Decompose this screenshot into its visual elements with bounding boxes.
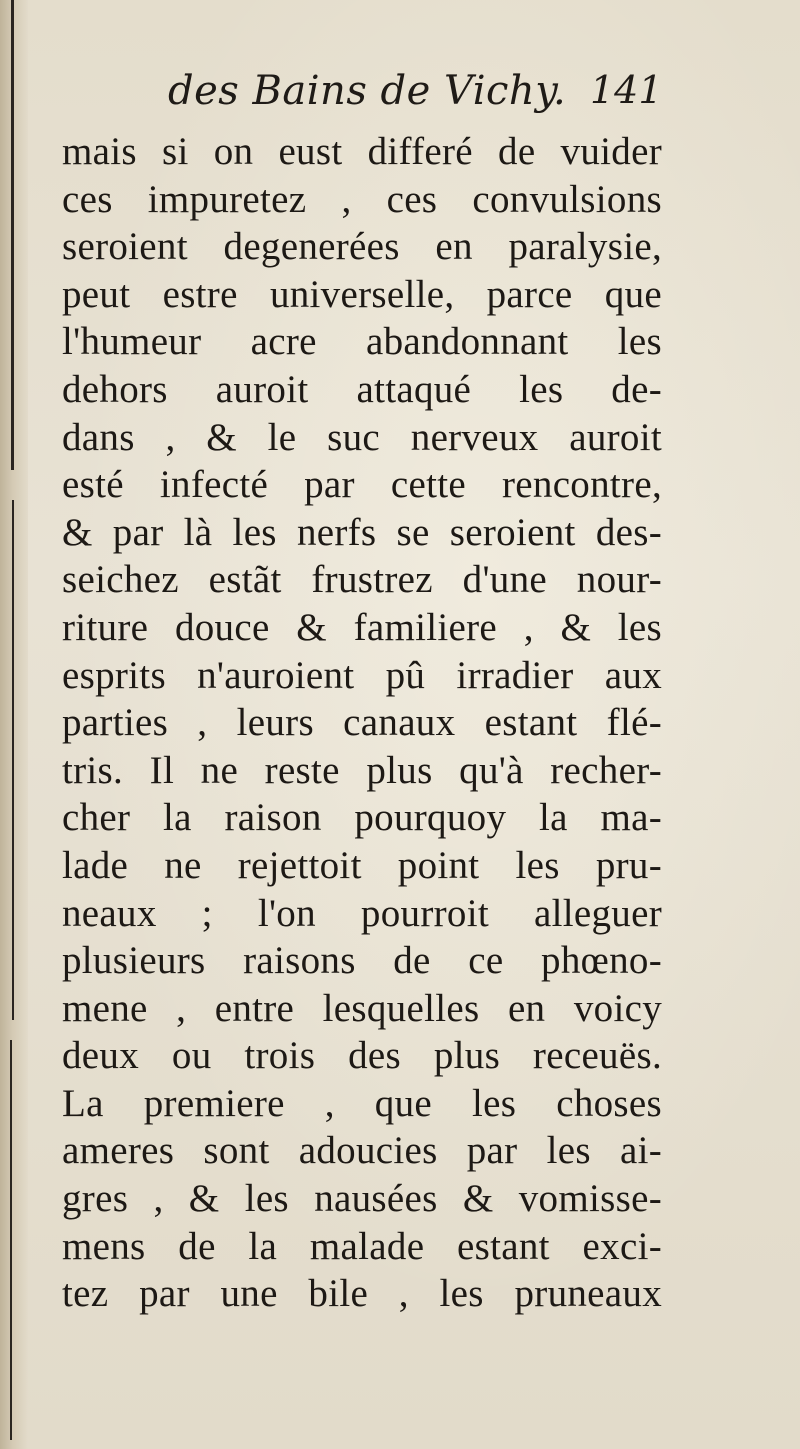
text-line: La premiere , que les choses (62, 1081, 662, 1125)
text-line: lade ne rejettoit point les pru- (62, 843, 662, 887)
text-line: mene , entre lesquelles en voicy (62, 986, 662, 1030)
text-line: dans , & le suc nerveux auroit (62, 415, 662, 459)
text-line: ameres sont adoucies par les ai- (62, 1129, 662, 1173)
text-line: gres , & les nausées & vomisse- (62, 1177, 662, 1221)
text-line: tez par une bile , les pruneaux (62, 1272, 662, 1316)
text-line: cher la raison pourquoy la ma- (62, 796, 662, 840)
page-gutter-edge (0, 0, 28, 1449)
text-line: ces impuretez , ces convulsions (62, 177, 662, 221)
text-line: peut estre universelle, parce que (62, 272, 662, 316)
text-line: riture douce & familiere , & les (62, 605, 662, 649)
text-line: l'humeur acre abandonnant les (62, 320, 662, 364)
body-text (62, 128, 662, 1318)
text-line: esprits n'auroient pû irradier aux (62, 653, 662, 697)
text-line: neaux ; l'on pourroit alleguer (62, 891, 662, 935)
gutter-shadow-line (12, 500, 14, 1020)
text-line: plusieurs raisons de ce phœno- (62, 939, 662, 983)
text-line: tris. Il ne reste plus qu'à recher- (62, 748, 662, 792)
text-line: parties , leurs canaux estant flé- (62, 701, 662, 745)
text-line: dehors auroit attaqué les de- (62, 367, 662, 411)
page-number: 141 (590, 68, 663, 112)
text-line: seichez estãt frustrez d'une nour- (62, 558, 662, 602)
text-line: & par là les nerfs se seroient des- (62, 510, 662, 554)
gutter-shadow-line (10, 1040, 12, 1440)
text-line: deux ou trois des plus receuës. (62, 1034, 662, 1078)
running-head: des Bains de Vichy. (168, 68, 567, 114)
text-line: mais si on eust differé de vuider (62, 130, 662, 173)
text-line: mens de la malade estant exci- (62, 1224, 662, 1268)
page-header (0, 62, 800, 122)
text-line: seroient degenerées en paralysie, (62, 225, 662, 269)
text-line: esté infecté par cette rencontre, (62, 463, 662, 507)
